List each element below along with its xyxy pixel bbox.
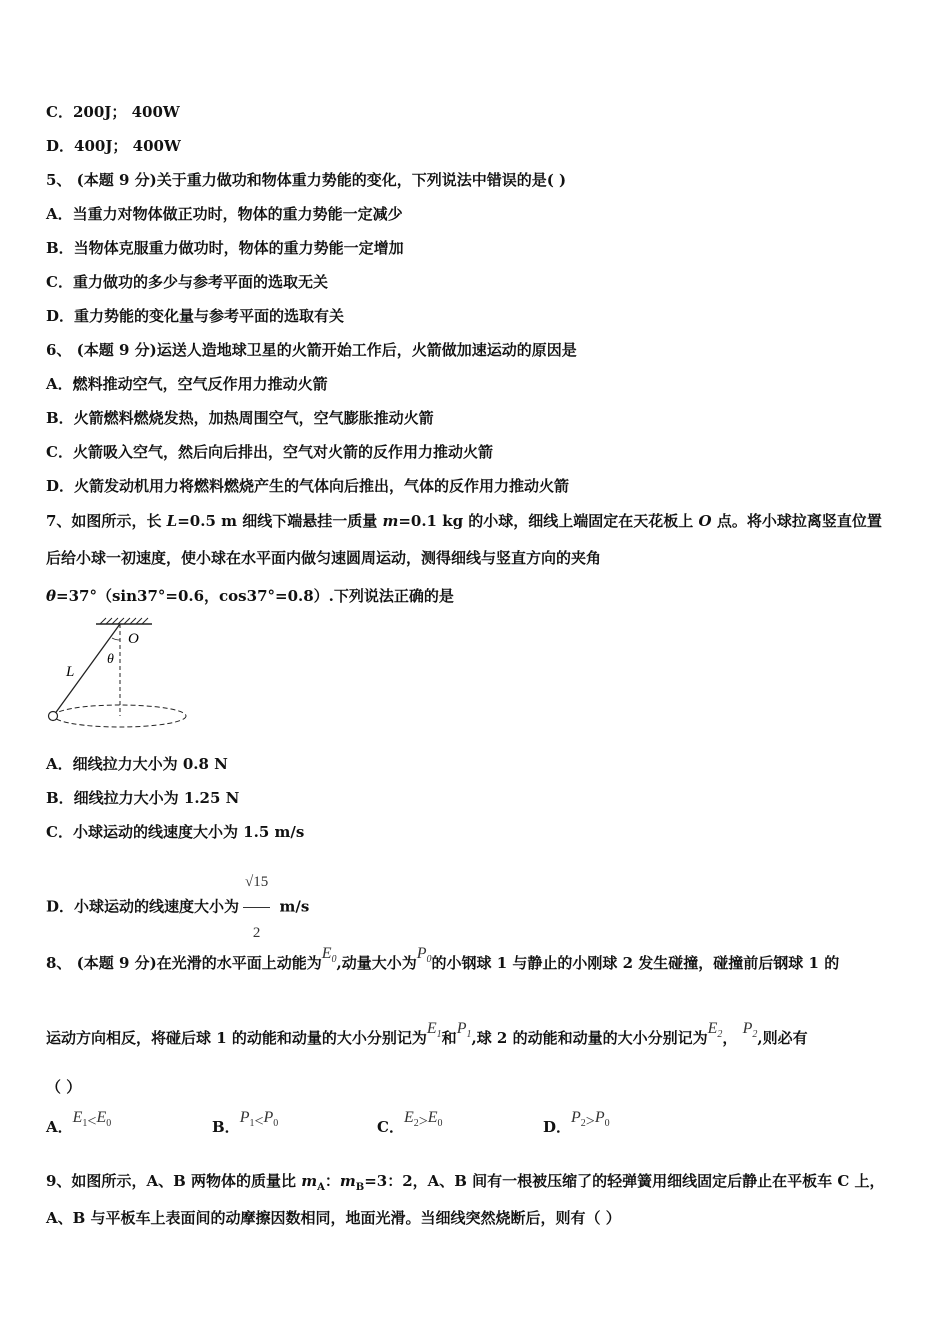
sqrt15-over-2-fraction: $\frac{√15}{2}$: [243, 857, 270, 958]
q6-stem: 6、 (本题 9 分)运送人造地球卫星的火箭开始工作后，火箭做加速运动的原因是: [46, 341, 577, 359]
q8-stem-line1: 8、 (本题 9 分)在光滑的水平面上动能为$E_0$,动量大小为$P_0$的小钢球 1 与静止的小刚球 2 发生碰撞，碰撞前后钢球 1 的: [46, 945, 840, 972]
figure-label-o: O: [128, 631, 139, 647]
figure-label-l: L: [66, 664, 75, 680]
q7-stem-line1: 7、如图所示，长 L=0.5 m 细线下端悬挂一质量 m=0.1 kg 的小球，细线上端固定在天花板上 O 点。将小球拉离竖直位置: [46, 512, 882, 530]
q6-option-d: D．火箭发动机用力将燃料燃烧产生的气体向后推出，气体的反作用力推动火箭: [46, 477, 570, 495]
q8-answer-paren: （ ）: [46, 1078, 82, 1096]
q9-stem-line2: A、B 与平板车上表面间的动摩擦因数相同，地面光滑。当细线突然烧断后，则有（ ）: [46, 1209, 621, 1227]
q7-option-a: A．细线拉力大小为 0.8 N: [46, 755, 228, 773]
q8-option-c: C．$E_2>E_0$: [377, 1109, 443, 1136]
q8-option-d: D．$P_2>P_0$: [543, 1109, 610, 1136]
q5-stem: 5、 (本题 9 分)关于重力做功和物体重力势能的变化，下列说法中错误的是( ): [46, 171, 567, 189]
q8-option-b: B．$P_1<P_0$: [212, 1109, 279, 1136]
q4-option-c: C．200J； 400W: [46, 103, 180, 121]
q6-option-b: B．火箭燃料燃烧发热，加热周围空气，空气膨胀推动火箭: [46, 409, 434, 427]
q5-option-b: B．当物体克服重力做功时，物体的重力势能一定增加: [46, 239, 404, 257]
q6-option-c: C．火箭吸入空气，然后向后排出，空气对火箭的反作用力推动火箭: [46, 443, 493, 461]
q6-option-a: A．燃料推动空气，空气反作用力推动火箭: [46, 375, 328, 393]
q7-option-c: C．小球运动的线速度大小为 1.5 m/s: [46, 823, 305, 841]
q7-stem-line3: θ=37°（sin37°=0.6，cos37°=0.8）.下列说法正确的是: [46, 587, 454, 605]
q4-option-d: D．400J； 400W: [46, 137, 181, 155]
q8-option-a: A．$E_1<E_0$: [46, 1109, 112, 1136]
q7-option-b: B．细线拉力大小为 1.25 N: [46, 789, 240, 807]
q8-stem-line2: 运动方向相反，将碰后球 1 的动能和动量的大小分别记为$E_1$和$P_1$,球 2 的动能和动量的大小分别记为$E_2$， $P_2$,则必有: [46, 1020, 808, 1047]
q5-option-d: D．重力势能的变化量与参考平面的选取有关: [46, 307, 345, 325]
conical-pendulum-figure: [40, 616, 200, 734]
q5-option-c: C．重力做功的多少与参考平面的选取无关: [46, 273, 328, 291]
q9-stem-line1: 9、如图所示，A、B 两物体的质量比 $m_A$：$m_B=3$：2，A、B 间有一根被压缩了的轻弹簧用细线固定后静止在平板车 C 上，: [46, 1172, 885, 1193]
q7-option-d: D．小球运动的线速度大小为 $\frac{√15}{2}$ m/s: [46, 857, 309, 958]
q5-option-a: A．当重力对物体做正功时，物体的重力势能一定减少: [46, 205, 403, 223]
figure-label-theta: θ: [107, 652, 114, 667]
q7-stem-line2: 后给小球一初速度，使小球在水平面内做匀速圆周运动，测得细线与竖直方向的夹角: [46, 549, 602, 567]
